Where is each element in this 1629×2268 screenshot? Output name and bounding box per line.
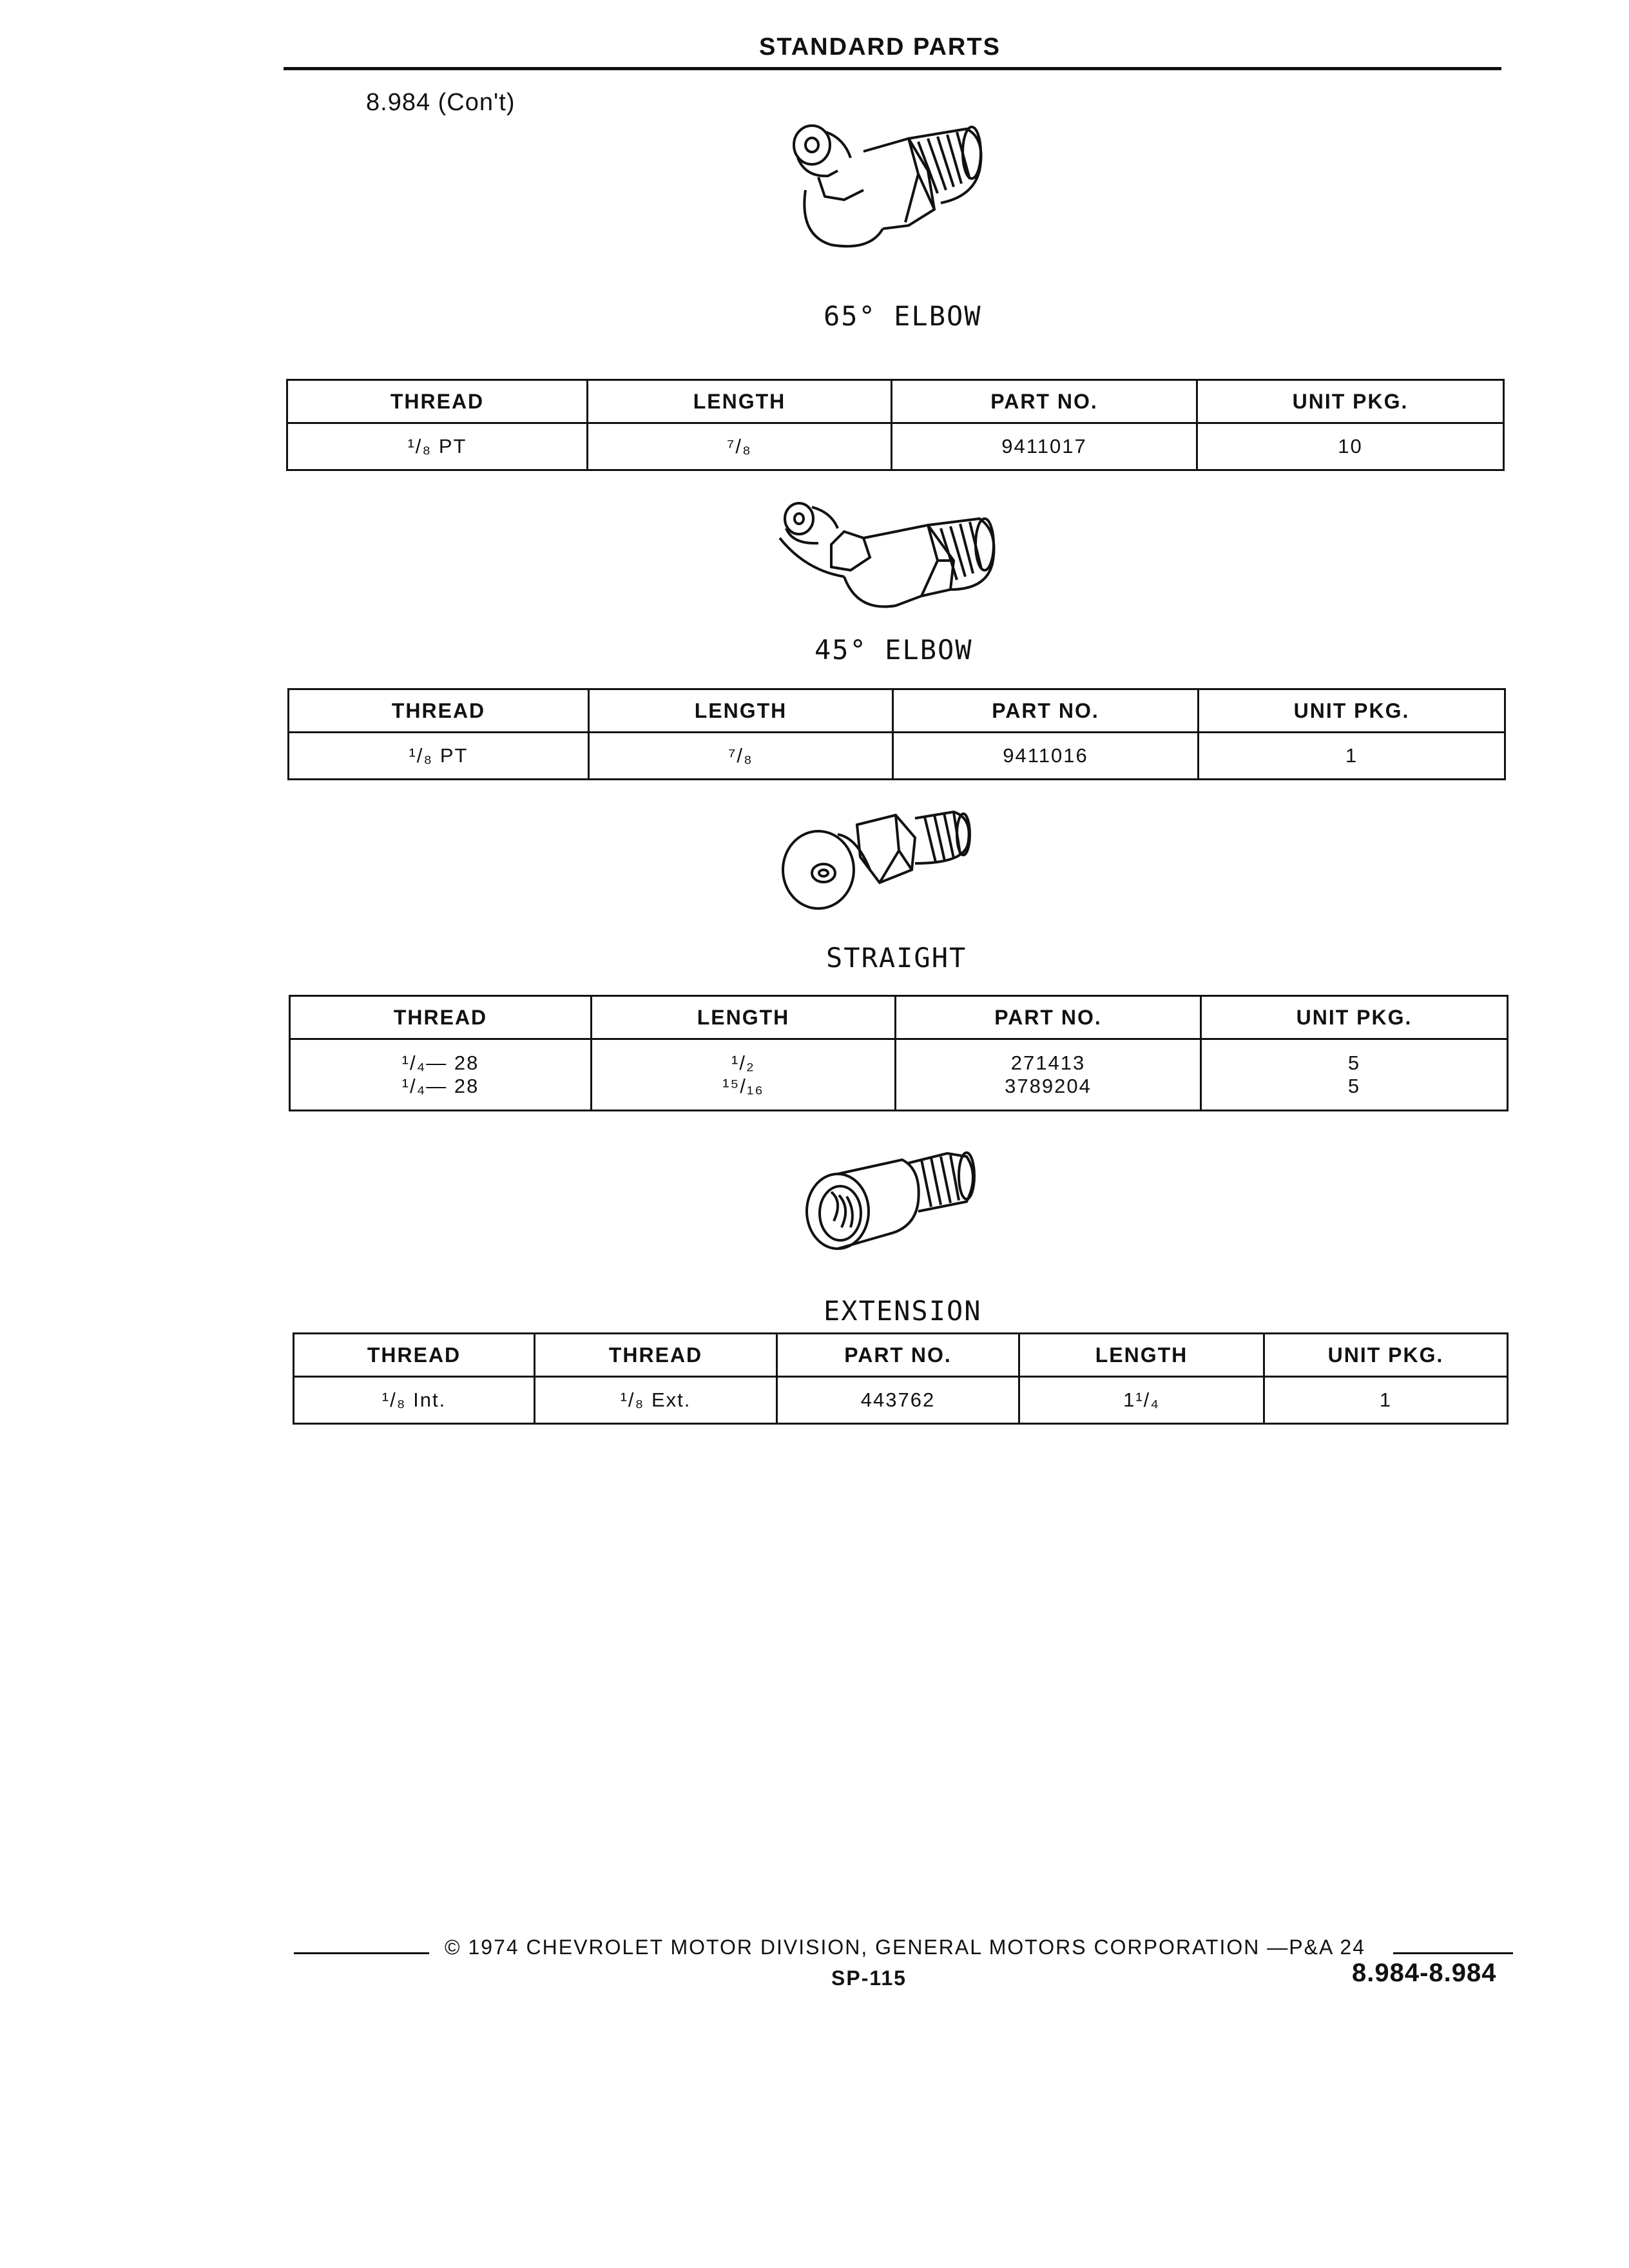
cell-thread [290,1039,592,1111]
table-row [290,1039,1508,1111]
cell-line: ¹/₄— 28 [401,1052,479,1074]
elbow-65-fitting-illustration [780,113,999,261]
footer-page-number: SP-115 [831,1966,907,1990]
column-header: THREAD [535,1334,777,1377]
column-header: PART NO. [896,996,1201,1039]
section-caption: 65° ELBOW [824,300,982,332]
cell-length: ⁷/₈ [588,423,892,470]
column-header: UNIT PKG. [1199,689,1505,733]
cell-thread-internal: ¹/₈ Int. [294,1377,535,1424]
cell-part-no [896,1039,1201,1111]
table-row [294,1377,1508,1424]
cell-part-no: 9411016 [893,733,1199,780]
column-header: LENGTH [588,380,892,423]
page-title: STANDARD PARTS [759,34,1001,61]
table-row [287,423,1504,470]
cell-thread-external: ¹/₈ Ext. [535,1377,777,1424]
cell-line: ¹⁵/₁₆ [722,1075,764,1097]
table-header-row [290,996,1508,1039]
parts-table-45-elbow [287,688,1506,780]
column-header: LENGTH [589,689,893,733]
section-caption: STRAIGHT [826,942,967,974]
column-header: PART NO. [893,689,1199,733]
section-reference: 8.984 (Con't) [366,89,516,116]
cell-line: 3789204 [1005,1075,1092,1097]
header-divider [284,67,1501,70]
elbow-45-fitting-illustration [767,499,1012,628]
column-header: PART NO. [892,380,1197,423]
column-header: UNIT PKG. [1264,1334,1508,1377]
cell-length [592,1039,896,1111]
column-header: UNIT PKG. [1197,380,1504,423]
parts-table-straight [289,995,1509,1111]
extension-fitting-illustration [793,1131,999,1260]
parts-table-65-elbow [286,379,1505,471]
column-header: PART NO. [777,1334,1019,1377]
footer-left-rule [294,1952,429,1954]
footer-copyright: © 1974 CHEVROLET MOTOR DIVISION, GENERAL MOTORS CORPORATION —P&A 24 [445,1936,1365,1959]
column-header: LENGTH [592,996,896,1039]
table-header-row [294,1334,1508,1377]
table-row [289,733,1505,780]
column-header: THREAD [290,996,592,1039]
cell-line: ¹/₄— 28 [401,1075,479,1097]
column-header: LENGTH [1019,1334,1264,1377]
section-caption: EXTENSION [824,1295,982,1327]
table-header-row [289,689,1505,733]
cell-length: 1¹/₄ [1019,1377,1264,1424]
cell-line: ¹/₂ [731,1052,755,1074]
column-header: THREAD [287,380,588,423]
section-caption: 45° ELBOW [815,634,973,666]
footer-section-range: 8.984-8.984 [1352,1959,1497,1987]
cell-thread: ¹/₈ PT [287,423,588,470]
parts-table-extension [293,1332,1509,1425]
footer-right-rule [1393,1952,1513,1954]
cell-part-no: 443762 [777,1377,1019,1424]
column-header: UNIT PKG. [1201,996,1508,1039]
cell-part-no: 9411017 [892,423,1197,470]
cell-line: 5 [1347,1075,1361,1097]
column-header: THREAD [289,689,589,733]
cell-unit-pkg: 1 [1199,733,1505,780]
cell-thread: ¹/₈ PT [289,733,589,780]
column-header: THREAD [294,1334,535,1377]
cell-unit-pkg [1201,1039,1508,1111]
cell-line: 271413 [1010,1052,1086,1074]
table-header-row [287,380,1504,423]
straight-fitting-illustration [767,799,979,915]
cell-line: 5 [1347,1052,1361,1074]
cell-length: ⁷/₈ [589,733,893,780]
cell-unit-pkg: 1 [1264,1377,1508,1424]
cell-unit-pkg: 10 [1197,423,1504,470]
